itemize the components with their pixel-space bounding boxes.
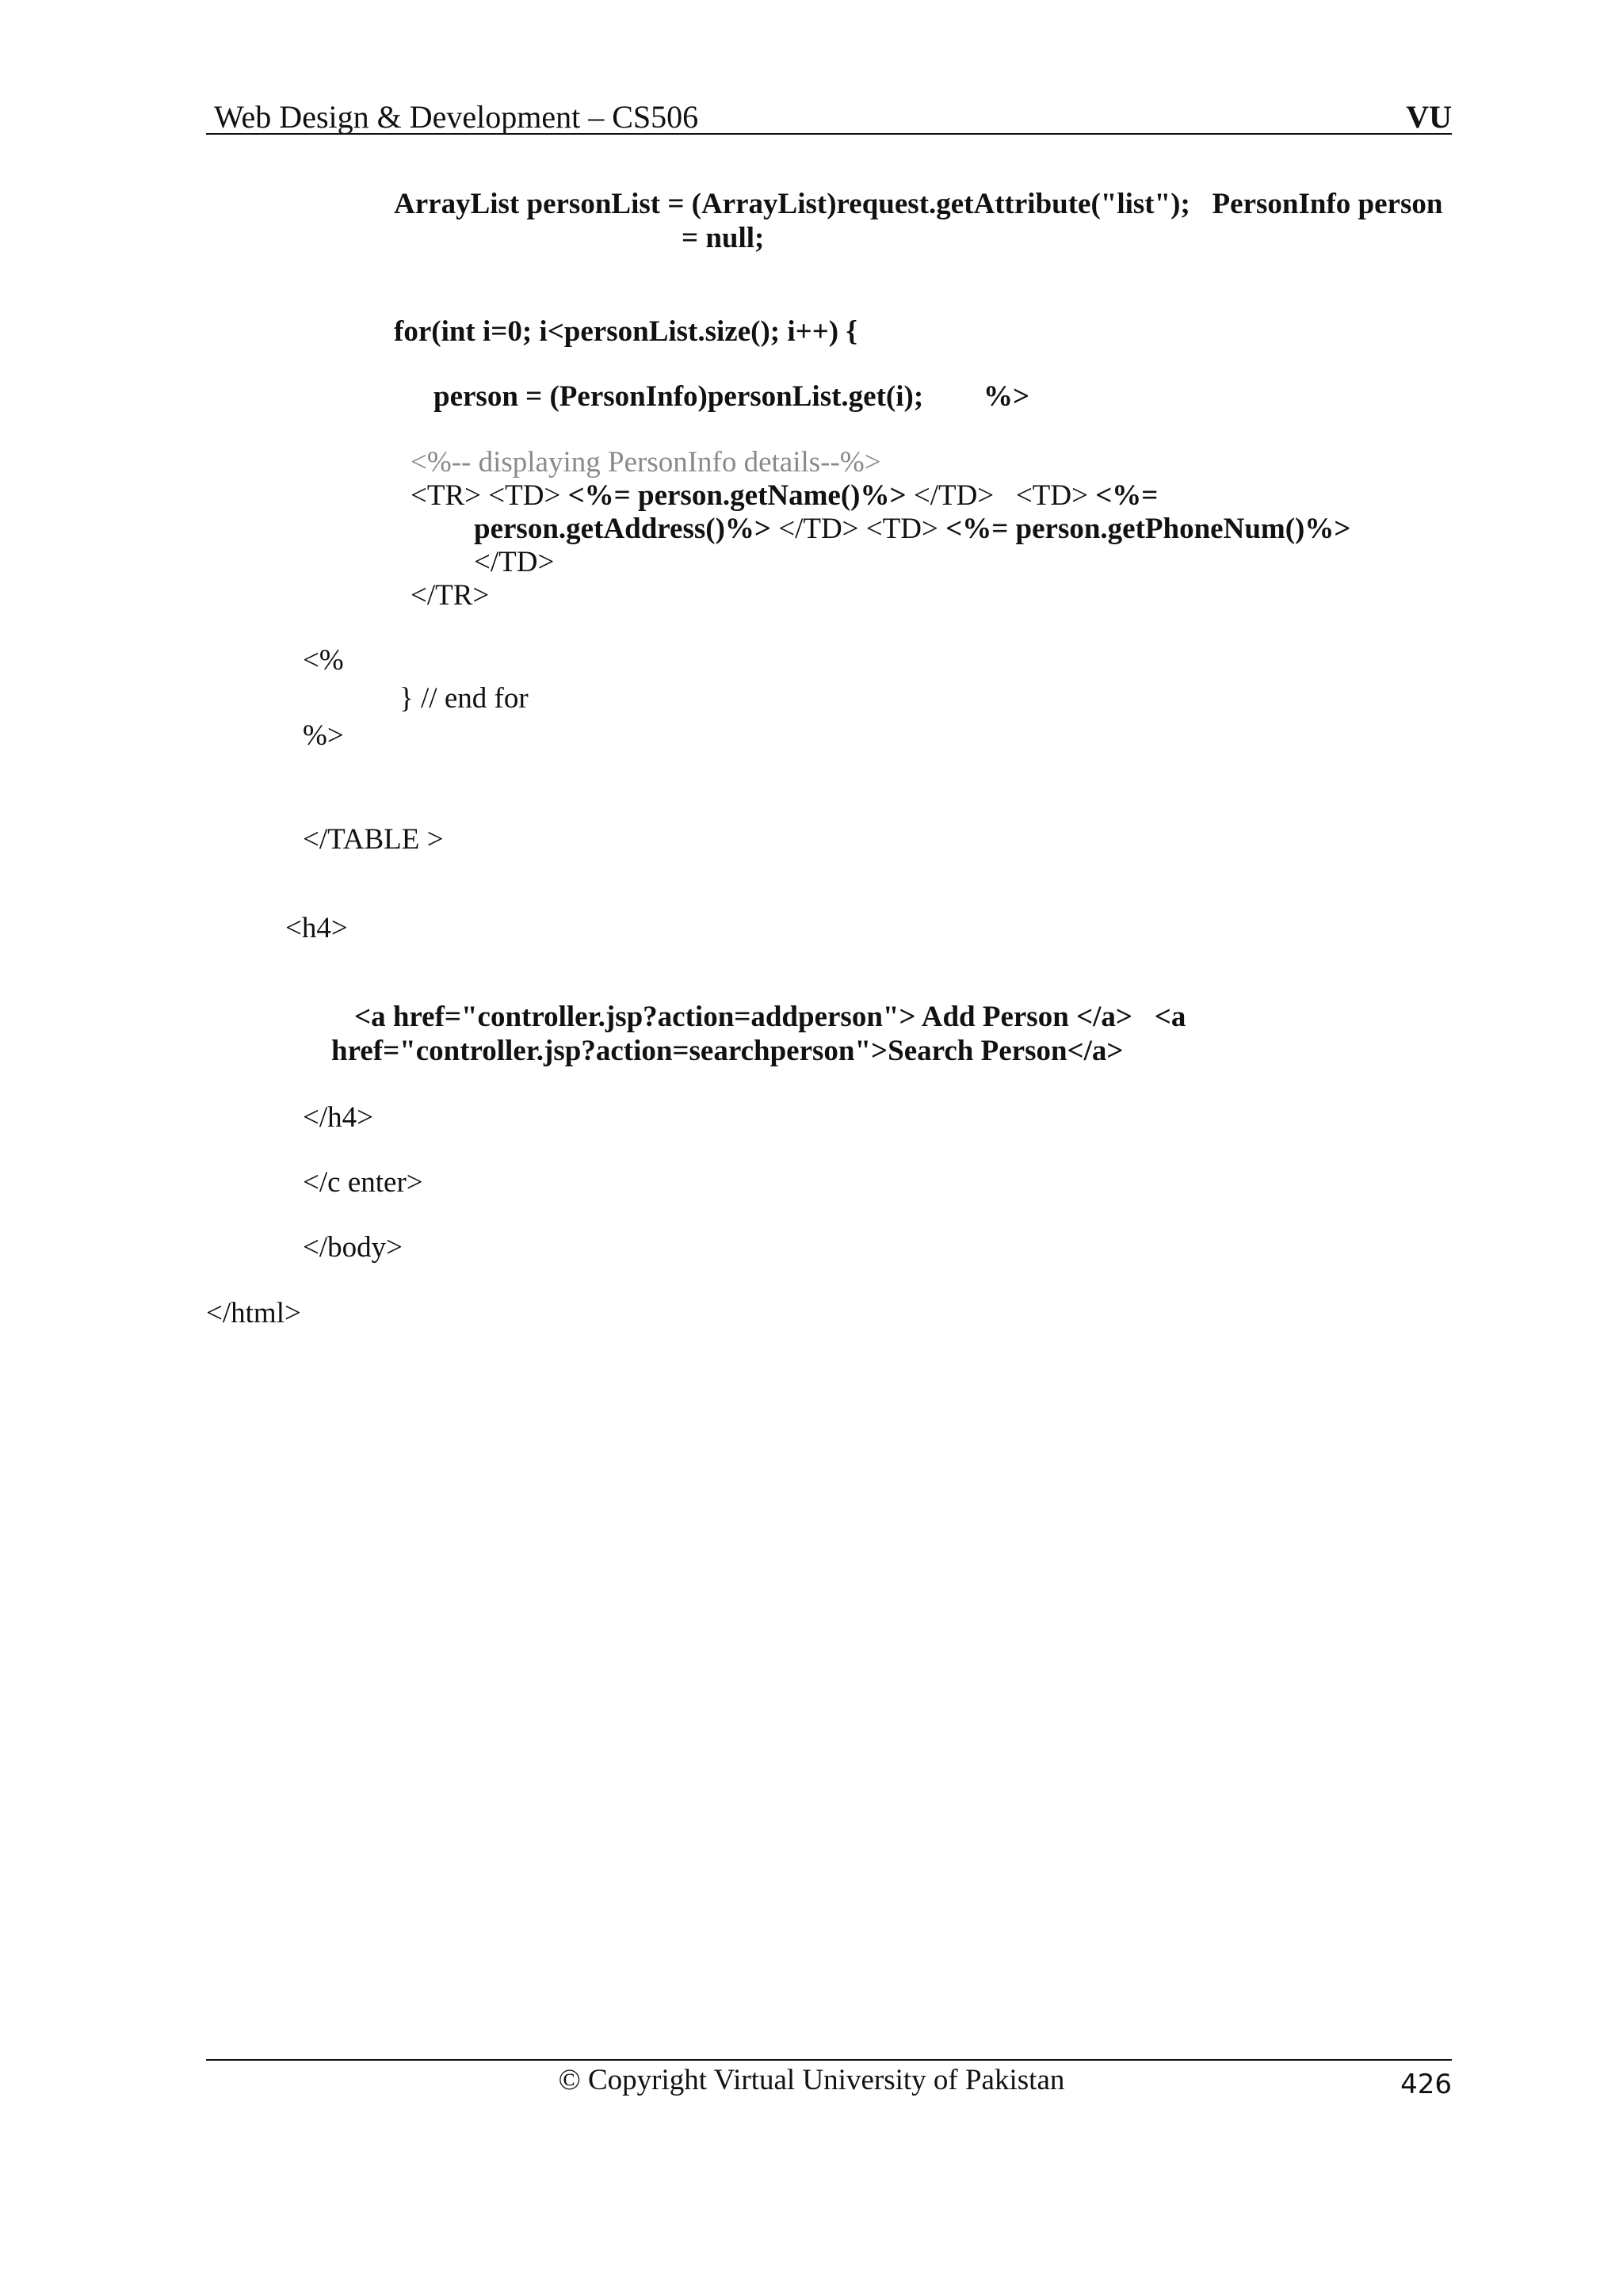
code-line: </TR>: [411, 579, 490, 612]
code-line: </h4>: [303, 1101, 374, 1134]
code-line: person = (PersonInfo)personList.get(i);: [433, 380, 924, 413]
code-line: = null;: [682, 222, 765, 254]
code-line: %>: [983, 380, 1030, 413]
code-line: </TABLE >: [303, 823, 444, 856]
code-line: } // end for: [399, 682, 529, 715]
copyright-notice: © Copyright Virtual University of Pakistan: [558, 2064, 1065, 2096]
code-line: %>: [303, 719, 344, 752]
jsp-comment-line: <%-- displaying PersonInfo details--%>: [411, 446, 881, 479]
code-line: href="controller.jsp?action=searchperson">Search Person</a>: [331, 1035, 1124, 1067]
code-line: </c enter>: [303, 1166, 423, 1199]
page-number: 426: [1400, 2069, 1452, 2100]
code-line: <a href="controller.jsp?action=addperson"> Add Person </a> <a: [354, 1001, 1186, 1033]
code-line: </html>: [206, 1297, 301, 1329]
code-line: </body>: [303, 1231, 403, 1264]
code-line: <TR> <TD> <%= person.getName()%> </TD> <TD> <%=: [411, 479, 1159, 512]
code-line: person.getAddress()%> </TD> <TD> <%= person.getPhoneNum()%>: [474, 513, 1351, 545]
code-line: for(int i=0; i<personList.size(); i++) {: [394, 315, 857, 348]
footer-divider: [206, 2059, 1452, 2061]
course-title: Web Design & Development – CS506: [214, 99, 699, 135]
header-divider: [206, 133, 1452, 135]
university-code: VU: [1406, 99, 1452, 135]
code-line: <%: [303, 644, 344, 677]
code-line: ArrayList personList = (ArrayList)request.getAttribute("list"); PersonInfo person: [394, 188, 1443, 220]
code-line: </TD>: [474, 546, 555, 578]
code-line: <h4>: [285, 912, 348, 944]
